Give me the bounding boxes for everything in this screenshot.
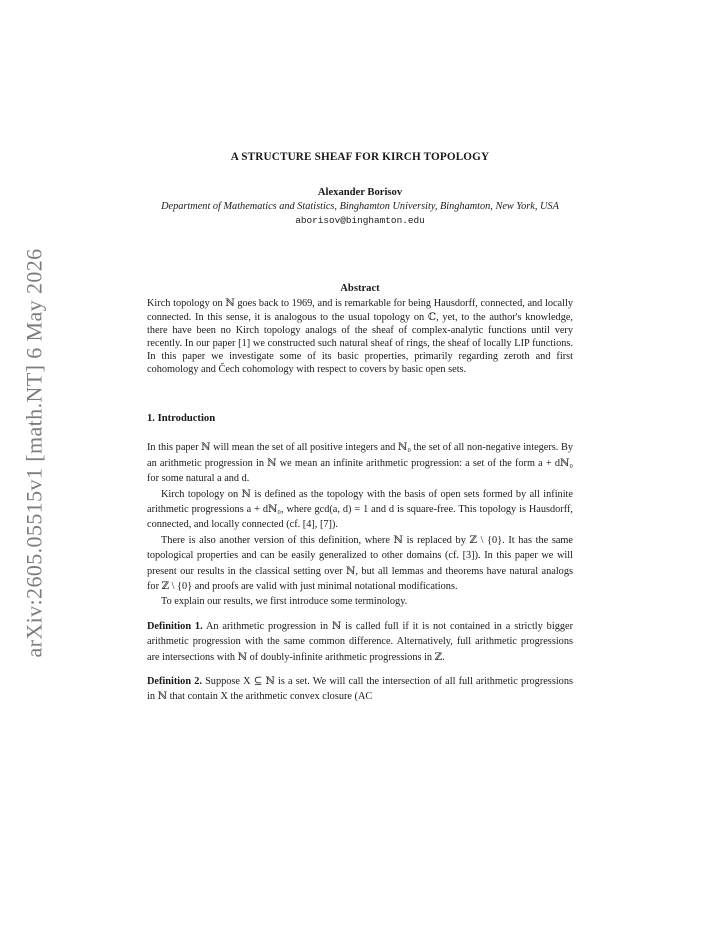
intro-paragraph: There is also another version of this definition, where ℕ is replaced by ℤ \ {0}. It has the same topological properties and can be easily generalized to other domains (cf. [3]). In this paper we will present our results in the classical setting over ℕ, but all lemmas and theorems have natural analogs for ℤ \ {0} and proofs are valid with just minimal notational modifications. <box>147 534 573 593</box>
intro-paragraph: Kirch topology on ℕ is defined as the topology with the basis of open sets formed by all infinite arithmetic progressions a + dℕ₀, where gcd(a, d) = 1 and d is square-free. This topology is Hausdorff, connected, and locally connected (cf. [4], [7]). <box>147 488 573 531</box>
abstract-section <box>147 282 573 376</box>
abstract-heading: Abstract <box>340 283 380 295</box>
arxiv-identifier-stamp <box>20 248 50 658</box>
author-block <box>147 186 573 228</box>
intro-paragraph: To explain our results, we first introduce some terminology. <box>161 596 408 608</box>
definition-text: Suppose X ⊆ ℕ is a set. We will call the intersection of all full arithmetic progressions in ℕ that contain X the arithmetic convex closure (AC <box>147 676 573 703</box>
definition-text: An arithmetic progression in ℕ is called full if it is not contained in a strictly bigger arithmetic progression with the same common difference. Alternatively, full arithmetic progressions are intersections with ℕ of doubly-infinite arithmetic progressions in ℤ. <box>147 620 573 663</box>
author-name: Alexander Borisov <box>317 187 403 199</box>
definition-2 <box>147 674 573 705</box>
abstract-text: Kirch topology on ℕ goes back to 1969, and is remarkable for being Hausdorff, connected, and locally connected. In this sense, it is analogous to the usual topology on ℂ, yet, to the author's knowledge, there have been no Kirch topology analogs of the sheaf of complex-analytic functions until very recently. In our paper [1] we constructed such natural sheaf of rings, the sheaf of locally LIP functions. In this paper we investigate some of its basic properties, primarily regarding zeroth and first cohomology and Čech cohomology with respect to covers by basic open sets. <box>147 298 573 375</box>
intro-paragraph: In this paper ℕ will mean the set of all positive integers and ℕ₀ the set of all non-negative integers. By an arithmetic progression in ℕ we mean an infinite arithmetic progression: a set of the form a + dℕ₀ for some natural a and d. <box>147 442 573 485</box>
author-affiliation: Department of Mathematics and Statistics, Binghamton University, Binghamton, New York, USA <box>161 200 559 212</box>
author-email: aborisov@binghamton.edu <box>295 214 425 226</box>
arxiv-identifier-text: arXiv:2605.05515v1 [math.NT] 6 May 2026 <box>22 248 48 658</box>
introduction-section <box>147 412 573 705</box>
paper-title: A STRUCTURE SHEAF FOR KIRCH TOPOLOGY <box>230 151 490 163</box>
paper-page <box>147 150 573 705</box>
definition-label: Definition 2. <box>147 676 202 688</box>
definition-1 <box>147 619 573 665</box>
section-heading: 1. Introduction <box>147 412 216 424</box>
definition-label: Definition 1. <box>147 620 203 632</box>
